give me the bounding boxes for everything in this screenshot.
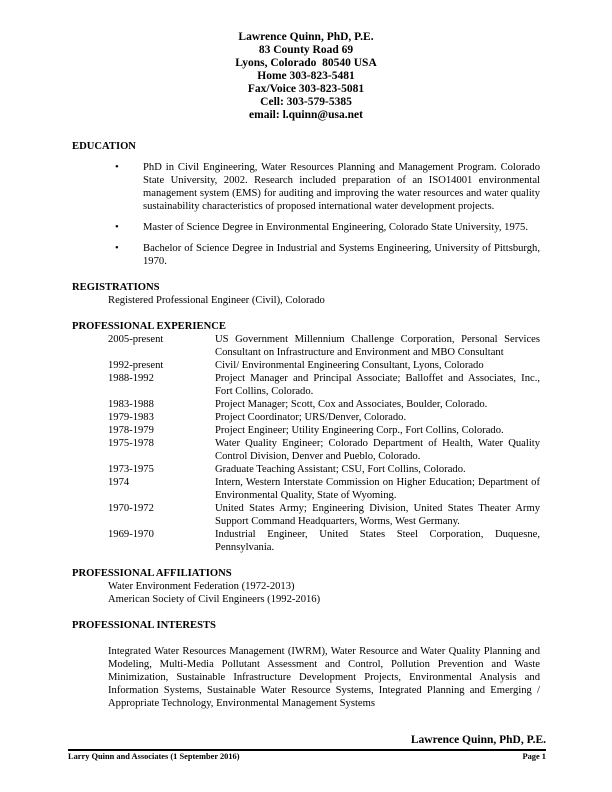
- experience-dates: 1973-1975: [108, 464, 154, 475]
- section-title-interests: PROFESSIONAL INTERESTS: [72, 620, 216, 631]
- experience-row: [108, 424, 540, 437]
- experience-dates: 1983-1988: [108, 399, 154, 410]
- contact-fax-voice: Fax/Voice 303-823-5081: [247, 83, 365, 95]
- experience-row: [108, 437, 540, 463]
- footer-name: Lawrence Quinn, PhD, P.E.: [410, 734, 546, 746]
- contact-email: email: l.quinn@usa.net: [249, 109, 363, 121]
- education-item-text: Bachelor of Science Degree in Industrial and Systems Engineering, University of Pittsburgh, 1970.: [143, 243, 540, 267]
- experience-row: [108, 476, 540, 502]
- experience-row: [108, 333, 540, 359]
- experience-row: [108, 411, 540, 424]
- bullet-icon: •: [115, 243, 119, 254]
- experience-row: [108, 502, 540, 528]
- experience-description: Civil/ Environmental Engineering Consultant, Lyons, Colorado: [215, 360, 484, 371]
- experience-description: Project Manager; Scott, Cox and Associates, Boulder, Colorado.: [215, 399, 488, 410]
- experience-description: Industrial Engineer, United States Steel Corporation, Duquesne, Pennsylvania.: [215, 529, 540, 553]
- experience-dates: 1975-1978: [108, 438, 154, 449]
- experience-description: Intern, Western Interstate Commission on Higher Education; Department of Environmental Quality, State of Wyoming.: [215, 477, 540, 501]
- experience-description: United States Army; Engineering Division, United States Theater Army Support Command Headquarters, Worms, West Germany.: [215, 503, 540, 527]
- experience-row: [108, 528, 540, 554]
- experience-row: [108, 359, 540, 372]
- registration-item: Registered Professional Engineer (Civil), Colorado: [108, 295, 325, 306]
- contact-address-line2: Lyons, Colorado 80540 USA: [235, 57, 377, 69]
- experience-description: Project Coordinator; URS/Denver, Colorado.: [215, 412, 407, 423]
- section-title-experience: PROFESSIONAL EXPERIENCE: [72, 321, 226, 332]
- experience-dates: 1974: [108, 477, 130, 488]
- education-item: [72, 161, 540, 213]
- footer-row: [68, 751, 546, 762]
- contact-address-line1: 83 County Road 69: [258, 44, 354, 56]
- section-title-education: EDUCATION: [72, 141, 136, 152]
- experience-row: [108, 372, 540, 398]
- education-item: [72, 242, 540, 268]
- affiliation-item: Water Environment Federation (1972-2013): [108, 581, 295, 592]
- contact-cell-phone: Cell: 303-579-5385: [260, 96, 352, 108]
- education-item-text: PhD in Civil Engineering, Water Resources Planning and Management Program. Colorado State University, 2002. Research included preparation of an ISO14001 environmental management system (EMS) for auditing and improving the water resources and water quality sustainability characteristics of proposed international water development projects.: [143, 162, 540, 212]
- experience-dates: 1988-1992: [108, 373, 154, 384]
- experience-dates: 1992-present: [108, 360, 164, 371]
- experience-dates: 1970-1972: [108, 503, 154, 514]
- affiliation-item: American Society of Civil Engineers (1992-2016): [108, 594, 321, 605]
- contact-header: [72, 31, 540, 122]
- page-footer: [68, 734, 546, 762]
- experience-list: [108, 333, 540, 554]
- footer-company-date: Larry Quinn and Associates (1 September 2016): [68, 752, 240, 761]
- experience-dates: 2005-present: [108, 334, 164, 345]
- section-title-affiliations: PROFESSIONAL AFFILIATIONS: [72, 568, 232, 579]
- experience-description: Water Quality Engineer; Colorado Department of Health, Water Quality Control Division, Denver and Pueblo, Colorado.: [215, 438, 540, 462]
- bullet-icon: •: [115, 162, 119, 173]
- experience-description: Project Engineer; Utility Engineering Corp., Fort Collins, Colorado.: [215, 425, 504, 436]
- experience-description: US Government Millennium Challenge Corporation, Personal Services Consultant on Infrastructure and Environment and MBO Consultant: [215, 334, 540, 358]
- contact-name: Lawrence Quinn, PhD, P.E.: [238, 31, 374, 43]
- education-item: [72, 221, 540, 234]
- section-title-registrations: REGISTRATIONS: [72, 282, 160, 293]
- experience-dates: 1979-1983: [108, 412, 154, 423]
- footer-page-number: Page 1: [522, 752, 546, 761]
- experience-description: Project Manager and Principal Associate; Balloffet and Associates, Inc., Fort Collins, Colorado.: [215, 373, 540, 397]
- contact-home-phone: Home 303-823-5481: [257, 70, 355, 82]
- experience-dates: 1969-1970: [108, 529, 154, 540]
- bullet-icon: •: [115, 222, 119, 233]
- experience-row: [108, 398, 540, 411]
- interests-paragraph: Integrated Water Resources Management (IWRM), Water Resource and Water Quality Planning and Modeling, Multi-Media Pollutant Assessment and Control, Pollution Prevention and Waste Minimization, Sustainable Infrastructure Development Projects, Environmental Analysis and Information Systems, Sustainable Water Resource Systems, Integrated Planning and Emerging / Appropriate Technology, Environmental Management Systems: [108, 646, 540, 709]
- experience-description: Graduate Teaching Assistant; CSU, Fort Collins, Colorado.: [215, 464, 466, 475]
- experience-row: [108, 463, 540, 476]
- experience-dates: 1978-1979: [108, 425, 154, 436]
- education-item-text: Master of Science Degree in Environmental Engineering, Colorado State University, 1975.: [143, 222, 528, 233]
